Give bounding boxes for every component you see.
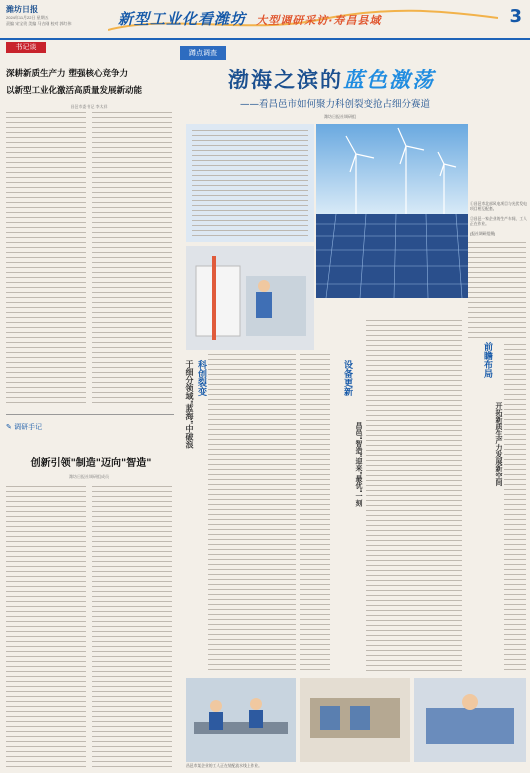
issue-meta <box>6 15 106 27</box>
section-1-body-a <box>208 354 296 672</box>
factory-illustration <box>186 246 314 350</box>
caption-2: ②昌邑一家企业的生产车间，工人正在作业。 <box>470 216 527 227</box>
side-head-2-title: 设备更新 <box>342 360 352 396</box>
wind-farm-illustration <box>316 124 468 298</box>
feature-subtitle: ——看昌邑市如何聚力科创裂变抢占细分赛道 <box>240 99 431 110</box>
banner-title <box>118 8 381 29</box>
left-byline: 昌邑市委书记 李太祥 <box>70 104 108 109</box>
section-3-body <box>468 242 526 342</box>
intro-box <box>186 124 314 242</box>
pencil-icon: ✎ <box>6 423 12 431</box>
bottom-photo-left <box>186 678 296 762</box>
section-3-body-b <box>504 344 526 672</box>
feature-tag: 蹲点调查 <box>180 46 226 60</box>
left-headline-line1: 深耕新质生产力 塑强核心竞争力 <box>6 69 128 79</box>
issue-date: 2024年11月22日 <box>6 15 36 20</box>
factory-photo <box>186 246 314 350</box>
lower-section-label <box>6 422 42 432</box>
side-head-3-subtitle: 开拓新质生产力发展新空间 <box>495 402 503 486</box>
page-number: 3 <box>509 6 522 27</box>
caption-1: ①昌邑市北部风电项目与光伏发电项目相互配套。 <box>470 202 527 212</box>
page-header <box>0 0 530 38</box>
section-2-body <box>366 320 462 672</box>
banner-title-sub: 大型调研采访·寿昌县域 <box>256 14 382 27</box>
left-article-body-1 <box>6 112 86 406</box>
lower-article-body-1 <box>6 486 86 770</box>
feature-block <box>178 42 530 773</box>
left-article-body-2 <box>92 112 172 406</box>
lower-headline: 创新引领"制造"迈向"智造" <box>30 458 152 469</box>
side-head-1b <box>180 360 199 448</box>
lower-label-text: 调研手记 <box>14 423 43 431</box>
lower-article-body-2 <box>92 486 172 770</box>
left-divider <box>6 414 174 415</box>
left-headline <box>6 66 176 100</box>
bottom-caption: 昌邑市某企业的工人正在装配流水线上作业。 <box>186 764 262 768</box>
workshop-illustration <box>300 678 410 762</box>
bottom-photo-middle <box>300 678 410 762</box>
header-divider <box>0 38 530 40</box>
issue-editors: 责编 宋宝贵 美编 马吉刚 校对 郭红伟 <box>6 21 72 26</box>
caption-credit: (报社调研组摄) <box>470 231 496 236</box>
photo-caption <box>470 202 528 237</box>
feature-reporter: 潍坊日报社调研组 <box>324 114 356 119</box>
masthead-logo: 潍坊日报 <box>6 5 38 14</box>
section-1-body-b <box>300 354 330 672</box>
side-head-2 <box>338 360 357 396</box>
side-head-2-subtitle: 昌邑"智造"迎来"最优"一刻 <box>355 422 363 507</box>
lower-byline: 潍坊日报社调研组成员 <box>69 474 109 479</box>
intro-text <box>192 130 308 236</box>
assembly-line-illustration <box>186 678 296 762</box>
side-head-1-subtitle: 于细分领域"蓝海"中破浪 <box>185 360 194 449</box>
left-column <box>4 42 176 773</box>
left-headline-line2: 以新型工业化激活高质量发展新动能 <box>6 86 143 96</box>
banner-title-main: 新型工业化看潍坊 <box>118 10 247 28</box>
issue-weekday: 星期五 <box>36 15 49 20</box>
machinery-illustration <box>414 678 526 762</box>
section-label: 书记谈 <box>6 42 46 53</box>
side-head-3-title: 前瞻布局 <box>482 342 492 378</box>
side-head-3 <box>478 342 497 378</box>
feature-title-prefix: 渤海之滨的 <box>228 68 343 92</box>
feature-title <box>228 64 435 94</box>
wind-solar-photo <box>316 124 468 298</box>
bottom-photo-right <box>414 678 526 762</box>
side-head-1-title: 科创裂变 <box>196 360 206 396</box>
series-banner <box>108 4 498 34</box>
feature-title-highlight: 蓝色激荡 <box>343 68 435 92</box>
